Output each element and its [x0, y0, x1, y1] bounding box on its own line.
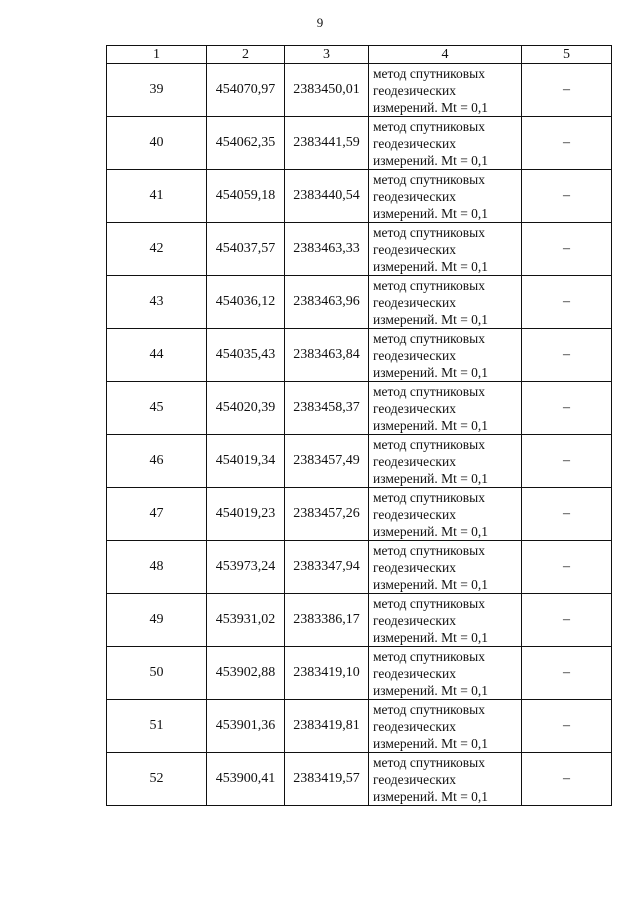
method-line-3: измерений. Mt = 0,1 — [373, 311, 489, 327]
x-coordinate-cell: 454019,34 — [207, 435, 285, 488]
point-number-cell: 51 — [107, 700, 207, 753]
method-line-1: метод спутниковых — [373, 648, 485, 664]
note-cell: – — [522, 700, 612, 753]
method-line-3: измерений. Mt = 0,1 — [373, 735, 489, 751]
method-line-2: геодезических — [373, 665, 456, 681]
y-coordinate-cell: 2383441,59 — [285, 117, 369, 170]
point-number-cell: 41 — [107, 170, 207, 223]
column-header-1: 1 — [107, 46, 207, 64]
method-line-2: геодезических — [373, 400, 456, 416]
x-coordinate-cell: 454037,57 — [207, 223, 285, 276]
note-cell: – — [522, 223, 612, 276]
method-line-3: измерений. Mt = 0,1 — [373, 682, 489, 698]
table-row — [107, 541, 612, 594]
table-row — [107, 382, 612, 435]
method-line-3: измерений. Mt = 0,1 — [373, 152, 489, 168]
method-line-1: метод спутниковых — [373, 701, 485, 717]
method-line-2: геодезических — [373, 347, 456, 363]
point-number-cell: 48 — [107, 541, 207, 594]
table-row — [107, 700, 612, 753]
y-coordinate-cell: 2383463,96 — [285, 276, 369, 329]
table-row — [107, 276, 612, 329]
note-cell: – — [522, 488, 612, 541]
note-cell: – — [522, 276, 612, 329]
note-cell: – — [522, 753, 612, 806]
x-coordinate-cell: 454070,97 — [207, 64, 285, 117]
method-line-3: измерений. Mt = 0,1 — [373, 99, 489, 115]
point-number-cell: 46 — [107, 435, 207, 488]
method-line-1: метод спутниковых — [373, 489, 485, 505]
method-line-2: геодезических — [373, 241, 456, 257]
method-line-1: метод спутниковых — [373, 118, 485, 134]
y-coordinate-cell: 2383450,01 — [285, 64, 369, 117]
x-coordinate-cell: 454019,23 — [207, 488, 285, 541]
x-coordinate-cell: 454036,12 — [207, 276, 285, 329]
method-line-1: метод спутниковых — [373, 383, 485, 399]
method-cell — [369, 435, 522, 488]
method-line-1: метод спутниковых — [373, 542, 485, 558]
x-coordinate-cell: 453973,24 — [207, 541, 285, 594]
table-row — [107, 329, 612, 382]
note-cell: – — [522, 647, 612, 700]
x-coordinate-cell: 454035,43 — [207, 329, 285, 382]
point-number-cell: 52 — [107, 753, 207, 806]
method-line-1: метод спутниковых — [373, 171, 485, 187]
coordinates-table — [106, 45, 612, 806]
point-number-cell: 42 — [107, 223, 207, 276]
method-cell — [369, 223, 522, 276]
method-line-1: метод спутниковых — [373, 277, 485, 293]
table-row — [107, 170, 612, 223]
method-cell — [369, 170, 522, 223]
method-cell — [369, 700, 522, 753]
method-line-3: измерений. Mt = 0,1 — [373, 417, 489, 433]
y-coordinate-cell: 2383457,49 — [285, 435, 369, 488]
method-line-2: геодезических — [373, 453, 456, 469]
note-cell: – — [522, 594, 612, 647]
x-coordinate-cell: 453931,02 — [207, 594, 285, 647]
method-line-2: геодезических — [373, 82, 456, 98]
table-row — [107, 64, 612, 117]
point-number-cell: 47 — [107, 488, 207, 541]
method-line-2: геодезических — [373, 612, 456, 628]
table-row — [107, 647, 612, 700]
method-cell — [369, 647, 522, 700]
method-line-3: измерений. Mt = 0,1 — [373, 364, 489, 380]
x-coordinate-cell: 453901,36 — [207, 700, 285, 753]
note-cell: – — [522, 64, 612, 117]
method-line-1: метод спутниковых — [373, 330, 485, 346]
y-coordinate-cell: 2383463,84 — [285, 329, 369, 382]
method-line-1: метод спутниковых — [373, 65, 485, 81]
method-cell — [369, 382, 522, 435]
method-line-2: геодезических — [373, 718, 456, 734]
x-coordinate-cell: 454020,39 — [207, 382, 285, 435]
x-coordinate-cell: 453902,88 — [207, 647, 285, 700]
point-number-cell: 39 — [107, 64, 207, 117]
method-line-3: измерений. Mt = 0,1 — [373, 470, 489, 486]
point-number-cell: 44 — [107, 329, 207, 382]
method-line-3: измерений. Mt = 0,1 — [373, 629, 489, 645]
point-number-cell: 40 — [107, 117, 207, 170]
method-line-1: метод спутниковых — [373, 595, 485, 611]
y-coordinate-cell: 2383386,17 — [285, 594, 369, 647]
method-cell — [369, 488, 522, 541]
table-header-row — [107, 46, 612, 64]
note-cell: – — [522, 170, 612, 223]
y-coordinate-cell: 2383458,37 — [285, 382, 369, 435]
page-number: 9 — [316, 15, 324, 30]
method-line-1: метод спутниковых — [373, 224, 485, 240]
point-number-cell: 50 — [107, 647, 207, 700]
note-cell: – — [522, 329, 612, 382]
x-coordinate-cell: 453900,41 — [207, 753, 285, 806]
table-row — [107, 594, 612, 647]
point-number-cell: 43 — [107, 276, 207, 329]
y-coordinate-cell: 2383419,10 — [285, 647, 369, 700]
y-coordinate-cell: 2383440,54 — [285, 170, 369, 223]
column-header-5: 5 — [522, 46, 612, 64]
note-cell: – — [522, 435, 612, 488]
method-line-3: измерений. Mt = 0,1 — [373, 788, 489, 804]
y-coordinate-cell: 2383347,94 — [285, 541, 369, 594]
method-line-3: измерений. Mt = 0,1 — [373, 258, 489, 274]
column-header-2: 2 — [207, 46, 285, 64]
table-row — [107, 435, 612, 488]
method-cell — [369, 753, 522, 806]
method-line-2: геодезических — [373, 559, 456, 575]
y-coordinate-cell: 2383457,26 — [285, 488, 369, 541]
method-line-1: метод спутниковых — [373, 436, 485, 452]
method-line-2: геодезических — [373, 188, 456, 204]
table-row — [107, 223, 612, 276]
method-line-1: метод спутниковых — [373, 754, 485, 770]
method-line-2: геодезических — [373, 771, 456, 787]
method-cell — [369, 64, 522, 117]
note-cell: – — [522, 117, 612, 170]
method-cell — [369, 117, 522, 170]
point-number-cell: 49 — [107, 594, 207, 647]
method-cell — [369, 594, 522, 647]
column-header-3: 3 — [285, 46, 369, 64]
method-line-3: измерений. Mt = 0,1 — [373, 205, 489, 221]
table-row — [107, 488, 612, 541]
note-cell: – — [522, 382, 612, 435]
y-coordinate-cell: 2383419,81 — [285, 700, 369, 753]
method-cell — [369, 276, 522, 329]
method-line-2: геодезических — [373, 294, 456, 310]
y-coordinate-cell: 2383419,57 — [285, 753, 369, 806]
method-line-3: измерений. Mt = 0,1 — [373, 576, 489, 592]
method-cell — [369, 541, 522, 594]
y-coordinate-cell: 2383463,33 — [285, 223, 369, 276]
table-row — [107, 117, 612, 170]
x-coordinate-cell: 454059,18 — [207, 170, 285, 223]
method-line-3: измерений. Mt = 0,1 — [373, 523, 489, 539]
method-line-2: геодезических — [373, 506, 456, 522]
method-line-2: геодезических — [373, 135, 456, 151]
point-number-cell: 45 — [107, 382, 207, 435]
method-cell — [369, 329, 522, 382]
x-coordinate-cell: 454062,35 — [207, 117, 285, 170]
note-cell: – — [522, 541, 612, 594]
column-header-4: 4 — [369, 46, 522, 64]
table-body — [107, 64, 612, 806]
table-row — [107, 753, 612, 806]
